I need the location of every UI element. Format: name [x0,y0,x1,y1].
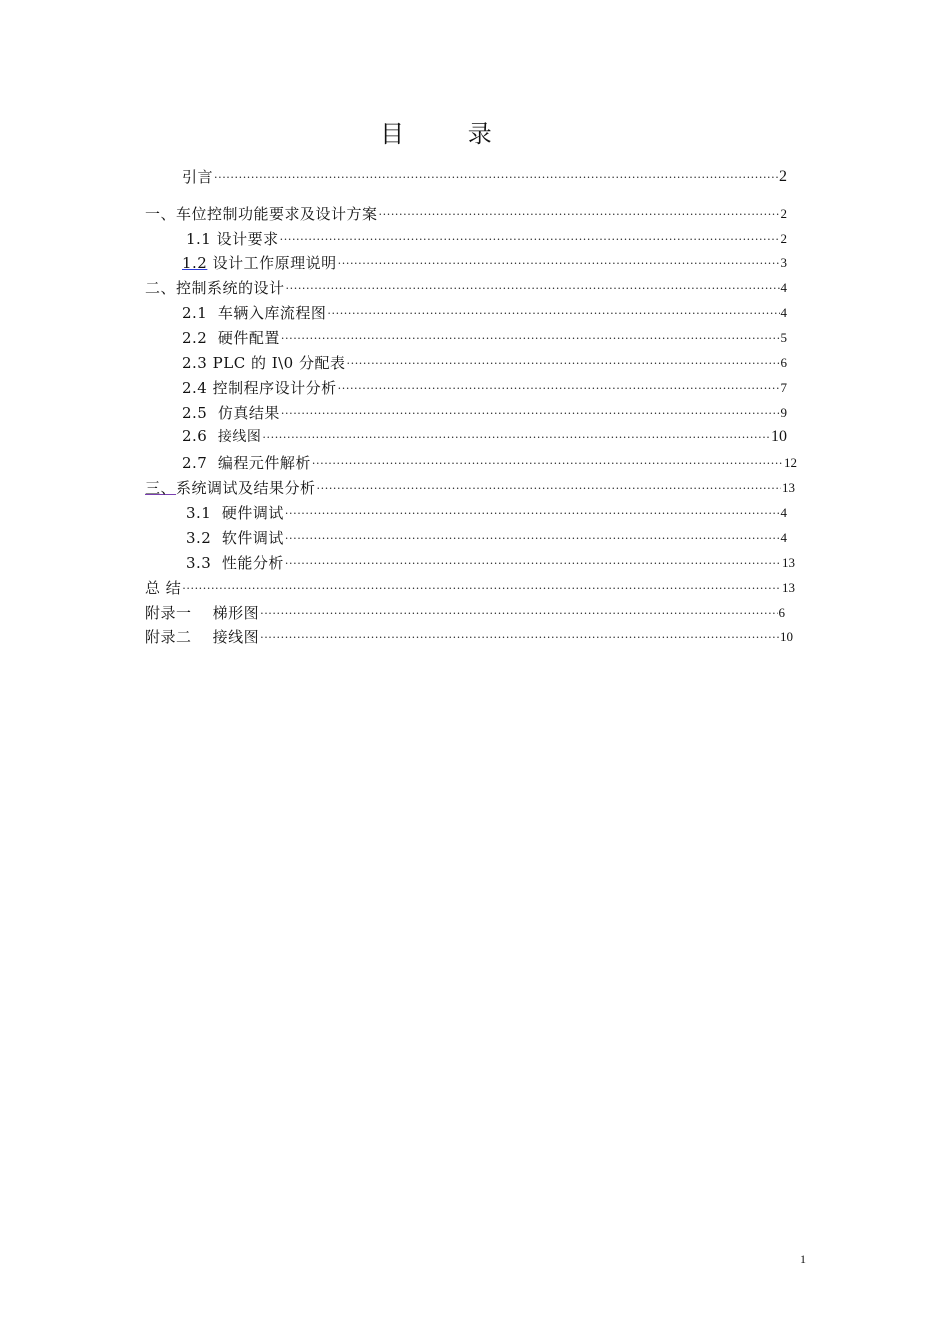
toc-leader-dots [312,454,783,472]
toc-entry-text: 车辆入库流程图 [217,304,327,322]
toc-leader-dots [285,529,780,547]
toc-entry-number: 1.2 [182,254,208,272]
toc-entry-page: 2 [780,231,787,246]
toc-entry-text: 软件调试 [221,529,284,547]
toc-entry-number: 三、 [145,479,177,497]
toc-entry-page: 12 [784,455,797,470]
toc-entry-2-4[interactable] [182,377,787,397]
toc-entry-page: 4 [780,305,787,320]
toc-entry-number: 2.7 [182,454,208,472]
toc-entry-number: 二、 [145,279,177,297]
toc-leader-dots [286,279,780,297]
toc-entry-page: 5 [780,330,787,345]
toc-entry-label [182,454,311,472]
toc-entry-3-3[interactable] [186,552,795,572]
toc-entry-label [186,554,284,572]
toc-entry-label [182,304,326,322]
toc-entry-2-3[interactable] [182,352,787,372]
toc-entry-text: 梯形图 [212,604,260,622]
toc-entry-label [145,279,285,297]
toc-entry-3-1[interactable] [186,502,787,522]
toc-leader-dots [260,628,779,646]
toc-entry-number: 附录一 [145,604,192,622]
toc-entry-number: 2.1 [182,304,208,322]
toc-entry-text: 控制程序设计分析 [212,379,337,397]
toc-entry-label [145,604,259,622]
toc-entry-number: 2.6 [182,427,208,445]
toc-entry-label [182,404,280,422]
toc-entry-page: 2 [779,168,787,185]
toc-entry-chapter-1[interactable] [145,203,787,223]
toc-entry-page: 13 [782,580,795,595]
toc-entry-label [145,479,316,497]
toc-leader-dots [182,579,781,597]
toc-entry-page: 9 [780,405,787,420]
toc-entry-page: 3 [780,255,787,270]
toc-entry-text: 性能分析 [221,554,284,572]
toc-entry-page: 4 [780,505,787,520]
toc-entry-number: 3.3 [186,554,212,572]
toc-entry-label [186,504,284,522]
toc-entry-chapter-3[interactable] [145,477,795,497]
toc-entry-text: PLC 的 I\0 分配表 [212,354,346,372]
toc-entry-text: 车位控制功能要求及设计方案 [176,205,378,223]
toc-entry-label [182,354,346,372]
toc-entry-2-6[interactable] [182,426,787,446]
toc-entry-text: 接线图 [217,429,262,445]
toc-entry-page: 6 [780,355,787,370]
toc-entry-page: 13 [782,555,795,570]
toc-entry-text: 设计工作原理说明 [212,254,337,272]
toc-leader-dots [214,168,778,186]
toc-entry-text: 系统调试及结果分析 [176,479,316,497]
toc-leader-dots [281,329,780,347]
toc-entry-page: 4 [780,280,787,295]
toc-entry-label [182,329,280,347]
toc-entry-label [145,579,181,597]
toc-entry-3-2[interactable] [186,527,787,547]
toc-entry-text: 硬件配置 [217,329,280,347]
toc-entry-page: 7 [780,380,787,395]
toc-entry-label [182,254,337,272]
toc-entry-number: 3.1 [186,504,212,522]
toc-leader-dots [262,428,770,446]
toc-entry-text: 编程元件解析 [217,454,311,472]
toc-entry-1-1[interactable] [186,228,787,248]
toc-entry-number: 2.3 [182,354,208,372]
toc-entry-chapter-2[interactable] [145,277,787,297]
toc-entry-page: 10 [780,629,793,644]
toc-entry-text: 仿真结果 [217,404,280,422]
toc-leader-dots [338,379,780,397]
toc-entry-number: 一、 [145,205,177,223]
toc-entry-text: 接线图 [212,628,260,646]
toc-entry-number: 2.4 [182,379,208,397]
toc-leader-dots [281,404,780,422]
toc-entry-text: 总 结 [145,579,182,597]
toc-entry-label [145,205,378,223]
toc-entry-page: 2 [780,206,787,221]
toc-entry-text: 引言 [182,168,214,186]
toc-entry-label [182,379,337,397]
toc-entry-summary[interactable] [145,577,795,597]
toc-entry-number: 1.1 [186,230,212,248]
toc-entry-number: 2.2 [182,329,208,347]
toc-leader-dots [327,304,779,322]
toc-leader-dots [260,604,777,622]
toc-entry-2-7[interactable] [182,452,797,472]
toc-entry-1-2[interactable] [182,252,787,272]
toc-entry-intro[interactable] [182,166,787,186]
toc-entry-text: 设计要求 [216,230,279,248]
toc-entry-page: 10 [771,428,787,445]
toc-entry-text: 控制系统的设计 [176,279,285,297]
toc-leader-dots [285,504,780,522]
toc-leader-dots [347,354,780,372]
toc-entry-number: 附录二 [145,628,192,646]
toc-entry-label [182,427,261,446]
toc-leader-dots [317,479,781,497]
toc-entry-number: 2.5 [182,404,208,422]
toc-entry-appendix-2[interactable] [145,626,793,646]
toc-leader-dots [285,554,781,572]
toc-entry-page: 6 [778,605,785,620]
toc-leader-dots [379,205,780,223]
toc-entry-label [186,529,284,547]
toc-entry-page: 4 [780,530,787,545]
toc-title: 目 录 [380,120,520,148]
toc-leader-dots [280,230,780,248]
page-number: 1 [800,1252,806,1266]
toc-entry-2-1[interactable] [182,302,787,322]
toc-leader-dots [338,254,780,272]
toc-entry-number: 3.2 [186,529,212,547]
toc-entry-label [145,628,259,646]
toc-entry-label [186,230,279,248]
toc-entry-text: 硬件调试 [221,504,284,522]
toc-entry-appendix-1[interactable] [145,602,785,622]
toc-entry-2-2[interactable] [182,327,787,347]
toc-entry-label [182,168,213,186]
toc-entry-2-5[interactable] [182,402,787,422]
toc-entry-page: 13 [782,480,795,495]
